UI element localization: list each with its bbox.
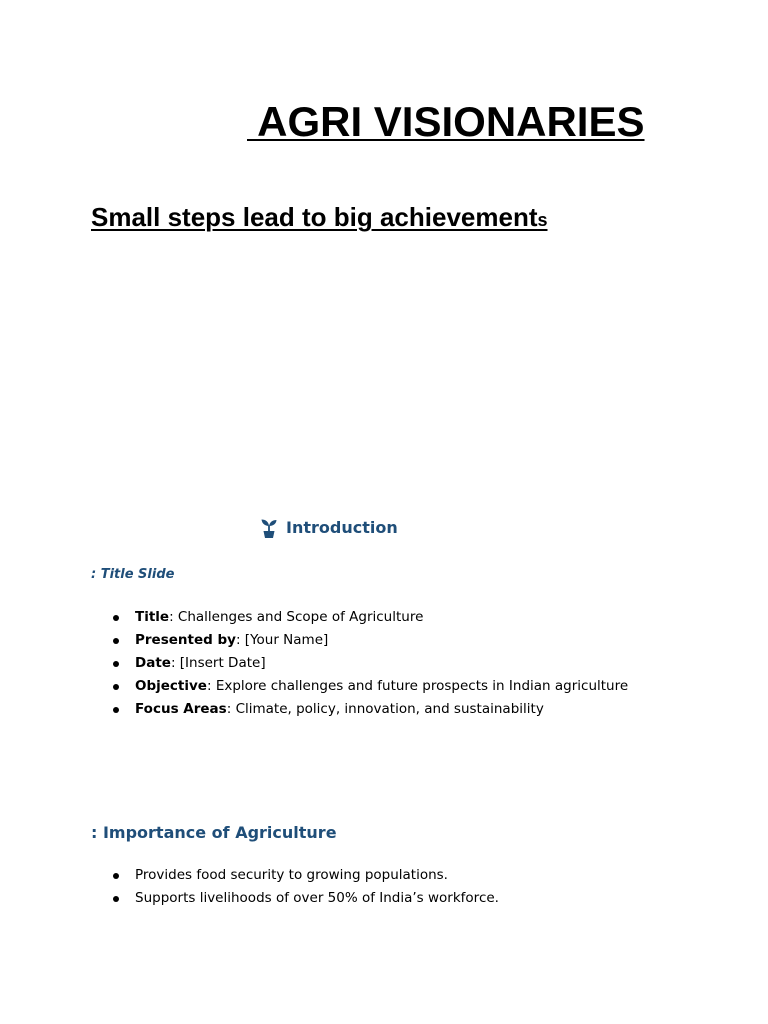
list-item <box>91 698 628 721</box>
bullet-icon <box>113 661 119 667</box>
document-title: AGRI VISIONARIES <box>247 98 645 145</box>
importance-list <box>91 864 499 910</box>
bullet-icon <box>113 896 119 902</box>
item-label: Focus Areas <box>135 701 227 717</box>
importance-heading: : Importance of Agriculture <box>91 823 337 842</box>
introduction-heading <box>259 516 398 540</box>
item-text: [Insert Date] <box>179 655 266 671</box>
item-text: [Your Name] <box>244 632 329 648</box>
item-label: Objective <box>135 678 207 694</box>
list-item <box>91 629 628 652</box>
item-text: Supports livelihoods of over 50% of India’s workforce. <box>135 890 499 906</box>
introduction-label: Introduction <box>286 518 398 537</box>
list-item <box>91 652 628 675</box>
list-item <box>91 606 628 629</box>
tagline-tail: s <box>537 210 548 230</box>
tagline <box>91 199 548 238</box>
item-separator: : <box>235 632 245 648</box>
bullet-icon <box>113 615 119 621</box>
title-slide-heading: : Title Slide <box>91 567 175 582</box>
item-text: Explore challenges and future prospects in Indian agriculture <box>215 678 629 694</box>
item-separator: : <box>206 678 216 694</box>
item-separator: : <box>170 655 180 671</box>
bullet-icon <box>113 684 119 690</box>
item-text: Challenges and Scope of Agriculture <box>177 609 424 625</box>
item-separator: : <box>226 701 236 717</box>
item-label: Presented by <box>135 632 236 648</box>
item-label: Title <box>135 609 170 625</box>
bullet-icon <box>113 707 119 713</box>
bullet-icon <box>113 638 119 644</box>
item-text: Provides food security to growing populations. <box>135 867 448 883</box>
item-text: Climate, policy, innovation, and sustainability <box>235 701 544 717</box>
item-separator: : <box>169 609 178 625</box>
seedling-icon <box>259 517 279 539</box>
list-item <box>91 864 499 887</box>
list-item <box>91 887 499 910</box>
item-label: Date <box>135 655 171 671</box>
tagline-main: Small steps lead to big achievement <box>91 202 538 232</box>
list-item <box>91 675 628 698</box>
bullet-icon <box>113 873 119 879</box>
title-slide-list <box>91 606 628 721</box>
